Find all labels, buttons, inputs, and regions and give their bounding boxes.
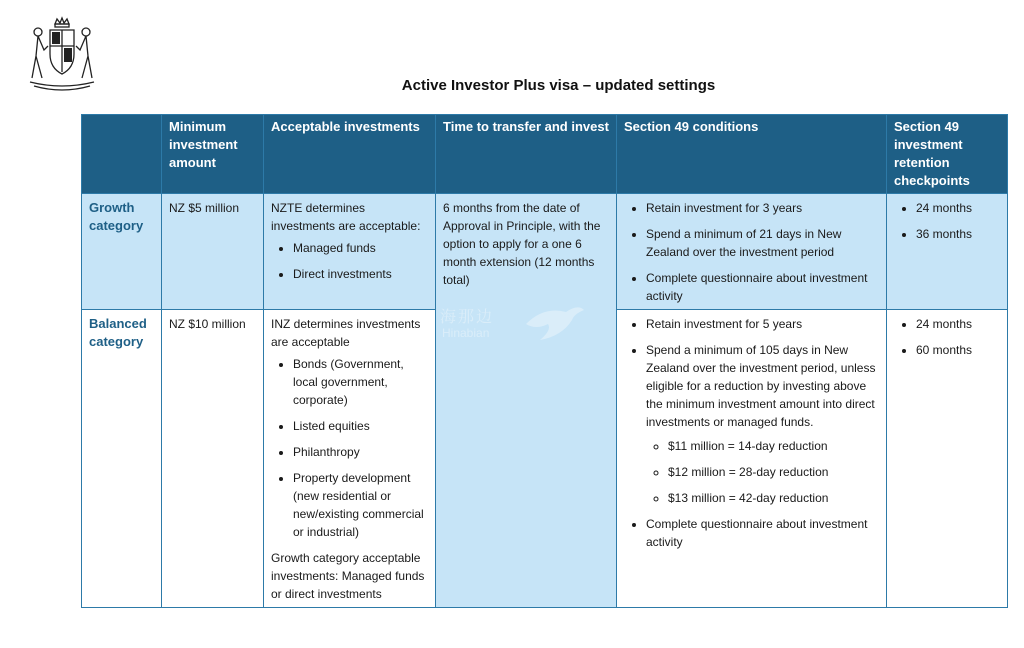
list-item: • Managed funds bbox=[293, 239, 428, 257]
balanced-checkpoints-list bbox=[894, 315, 1000, 359]
list-item: • Bonds (Government, local government, corporate) bbox=[293, 355, 428, 409]
list-item: • 36 months bbox=[916, 225, 1000, 243]
table-row-growth bbox=[82, 194, 1008, 310]
list-item: • Complete questionnaire about investment activity bbox=[646, 515, 879, 551]
document-title: Active Investor Plus visa – updated settings bbox=[401, 77, 716, 94]
header-minimum-investment: Minimum investment amount bbox=[162, 115, 264, 194]
cell-growth-conditions bbox=[617, 194, 887, 310]
cell-growth-category bbox=[82, 194, 162, 310]
cell-balanced-conditions bbox=[617, 310, 887, 608]
cell-balanced-minimum bbox=[162, 310, 264, 608]
watermark-text-en: Hinabian bbox=[442, 326, 490, 340]
list-item: • Philanthropy bbox=[293, 443, 428, 461]
watermark-text-cn: 海那边 bbox=[440, 309, 495, 326]
reduction-list bbox=[646, 437, 879, 507]
balanced-conditions-list bbox=[624, 315, 879, 551]
list-item: • Direct investments bbox=[293, 265, 428, 283]
balanced-category-label: Balanced category bbox=[89, 316, 147, 349]
list-item: • Spend a minimum of 21 days in New Zealand over the investment period bbox=[646, 225, 879, 261]
cell-balanced-checkpoints bbox=[887, 310, 1008, 608]
growth-acceptable-intro: NZTE determines investments are acceptable: bbox=[271, 201, 421, 233]
header-acceptable-investments: Acceptable investments bbox=[264, 115, 436, 194]
growth-conditions-list bbox=[624, 199, 879, 305]
list-item: ◦ $11 million = 14-day reduction bbox=[668, 437, 879, 455]
growth-category-label: Growth category bbox=[89, 200, 144, 233]
growth-acceptable-list bbox=[271, 239, 428, 283]
table-header-row bbox=[82, 115, 1008, 194]
header-time-to-transfer: Time to transfer and invest bbox=[436, 115, 617, 194]
balanced-acceptable-outro: Growth category acceptable investments: Managed funds or direct investments bbox=[271, 551, 425, 601]
cell-growth-acceptable bbox=[264, 194, 436, 310]
list-item: • 24 months bbox=[916, 315, 1000, 333]
growth-minimum-amount: NZ $5 million bbox=[169, 201, 240, 215]
list-item: ◦ $12 million = 28-day reduction bbox=[668, 463, 879, 481]
header-category bbox=[82, 115, 162, 194]
visa-settings-table bbox=[81, 114, 1008, 608]
header-section-49-conditions: Section 49 conditions bbox=[617, 115, 887, 194]
list-item: ◦ $13 million = 42-day reduction bbox=[668, 489, 879, 507]
list-item: • Retain investment for 3 years bbox=[646, 199, 879, 217]
cell-time-to-transfer bbox=[436, 194, 617, 608]
balanced-acceptable-list bbox=[271, 355, 428, 541]
cell-balanced-acceptable bbox=[264, 310, 436, 608]
header-retention-checkpoints: Section 49 investment retention checkpoints bbox=[887, 115, 1008, 194]
balanced-days-condition: Spend a minimum of 105 days in New Zealand over the investment period, unless eligible for a reduction by investing above the minimum investment amount into direct investments or managed funds. bbox=[646, 343, 876, 429]
list-item: • Property development (new residential or new/existing commercial or industrial) bbox=[293, 469, 428, 541]
transfer-period-text: 6 months from the date of Approval in Principle, with the option to apply for a one 6 month extension (12 months total) bbox=[443, 201, 601, 287]
balanced-acceptable-intro: INZ determines investments are acceptable bbox=[271, 317, 421, 349]
cell-growth-minimum bbox=[162, 194, 264, 310]
growth-checkpoints-list bbox=[894, 199, 1000, 243]
list-item: • Listed equities bbox=[293, 417, 428, 435]
list-item: • 60 months bbox=[916, 341, 1000, 359]
list-item bbox=[646, 341, 879, 507]
list-item: • Complete questionnaire about investment activity bbox=[646, 269, 879, 305]
list-item: • Retain investment for 5 years bbox=[646, 315, 879, 333]
balanced-minimum-amount: NZ $10 million bbox=[169, 317, 246, 331]
list-item: • 24 months bbox=[916, 199, 1000, 217]
cell-balanced-category bbox=[82, 310, 162, 608]
cell-growth-checkpoints bbox=[887, 194, 1008, 310]
